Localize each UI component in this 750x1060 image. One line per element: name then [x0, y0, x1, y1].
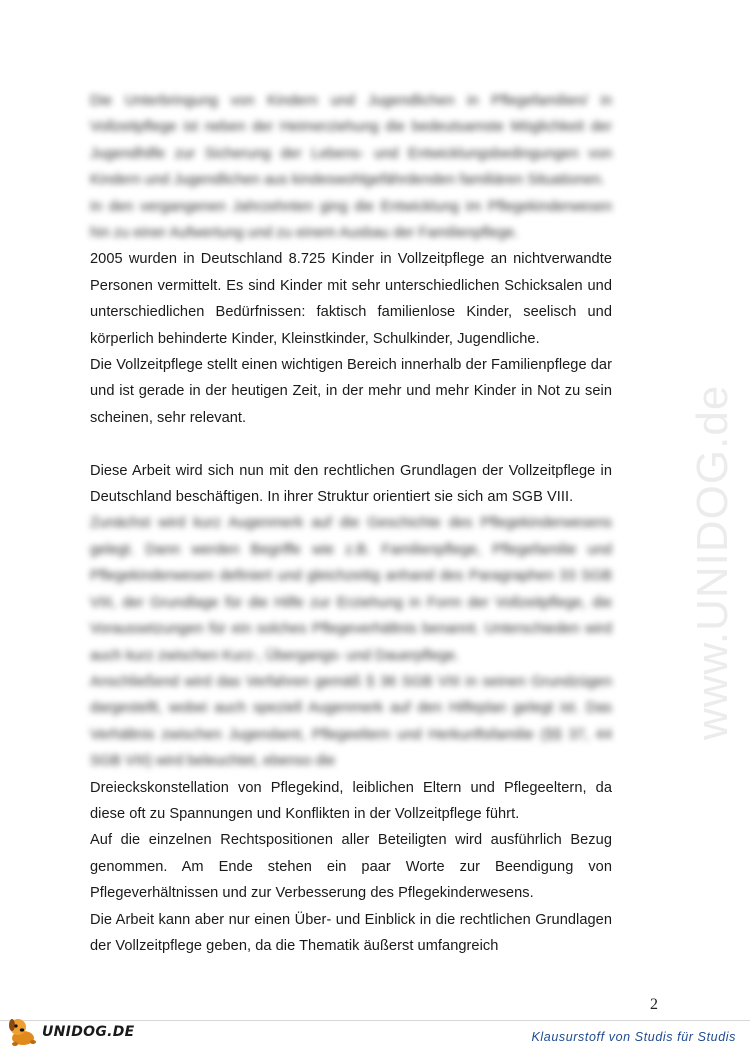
paragraph-relevance: Die Vollzeitpflege stellt einen wichtigen Bereich innerhalb der Familienpflege dar und ist gerade in der heutigen Zeit, in der mehr und mehr Kinder in Not zu sein scheinen, sehr relevant. [90, 357, 612, 426]
watermark: www.UNIDOG.de [688, 384, 737, 740]
paragraph-intro: Die Unterbringung von Kindern und Jugendlichen in Pflegefamilien/ in Vollzeitpflege ist neben der Heimerziehung die bedeutsamste Möglichkeit der Jugendhilfe zur Sicherung der Lebens- und Entwicklungsbedingungen von Kindern und Jugendlichen aus kindeswohlgefährdenden familiären Situationen. [90, 93, 612, 189]
document-body [90, 88, 612, 959]
paragraph-procedure: Anschließend wird das Verfahren gemäß § 36 SGB VIII in seinen Grundzügen dargestellt, wobei auch speziell Augenmerk auf den Hilfeplan gelegt ist. Das Verhältnis zwischen Jugendamt, Pflegeeltern und Herkunftsfamilie (§§ 37, 44 SGB VIII) wird beleuchtet, ebenso die [90, 673, 612, 770]
paragraph-limitations: Die Arbeit kann aber nur einen Über- und Einblick in die rechtlichen Grundlagen der Vollzeitpflege geben, da die Thematik äußerst umfangreich [90, 911, 612, 954]
logo-text: UNIDOG.DE [42, 1024, 135, 1040]
page-number: 2 [650, 996, 658, 1013]
paragraph-development: In den vergangenen Jahrzehnten ging die Entwicklung im Pflegekinderwesen hin zu einer Aufwertung und zu einem Ausbau der Familienpflege. [90, 198, 612, 242]
unidog-logo [6, 1016, 135, 1048]
paragraph-triangle: Dreieckskonstellation von Pflegekind, leiblichen Eltern und Pflegeeltern, da diese oft zu Spannungen und Konflikten in der Vollzeitpflege führt. [90, 779, 612, 822]
paragraph-statistics: 2005 wurden in Deutschland 8.725 Kinder in Vollzeitpflege an nichtverwandte Personen vermittelt. Es sind Kinder mit sehr unterschiedlichen Schicksalen und unterschiedlichen Bedürfnissen: faktisch familienlose Kinder, seelisch und körperlich behinderte Kinder, Kleinstkinder, Schulkinder, Jugendliche. [90, 251, 612, 347]
footer-tagline: Klausurstoff von Studis für Studis [531, 1030, 736, 1044]
paragraph-legal-positions: Auf die einzelnen Rechtspositionen aller Beteiligten wird ausführlich Bezug genommen. Am Ende stehen ein paar Worte zur Beendigung von Pflegeverhältnissen und zur Verbesserung des Pflegekinderwesens. [90, 832, 612, 902]
paragraph-scope: Diese Arbeit wird sich nun mit den rechtlichen Grundlagen der Vollzeitpflege in Deutschland beschäftigen. In ihrer Struktur orientiert sie sich am SGB VIII. [90, 462, 612, 506]
dog-icon [6, 1016, 40, 1048]
paragraph-history: Zunächst wird kurz Augenmerk auf die Geschichte des Pflegekinderwesens gelegt. Dann werden Begriffe wie z.B. Familienpflege, Pflegefamilie und Pflegekinderwesen definiert und gleichzeitig anhand des Paragraphen 33 SGB VIII, der Grundlage für die Hilfe zur Erziehung in Form der Vollzeitpflege, die Voraussetzungen für ein solches Pflegeverhältnis benannt. Unterschieden wird auch kurz zwischen Kurz-, Übergangs- und Dauerpflege. [90, 515, 612, 664]
